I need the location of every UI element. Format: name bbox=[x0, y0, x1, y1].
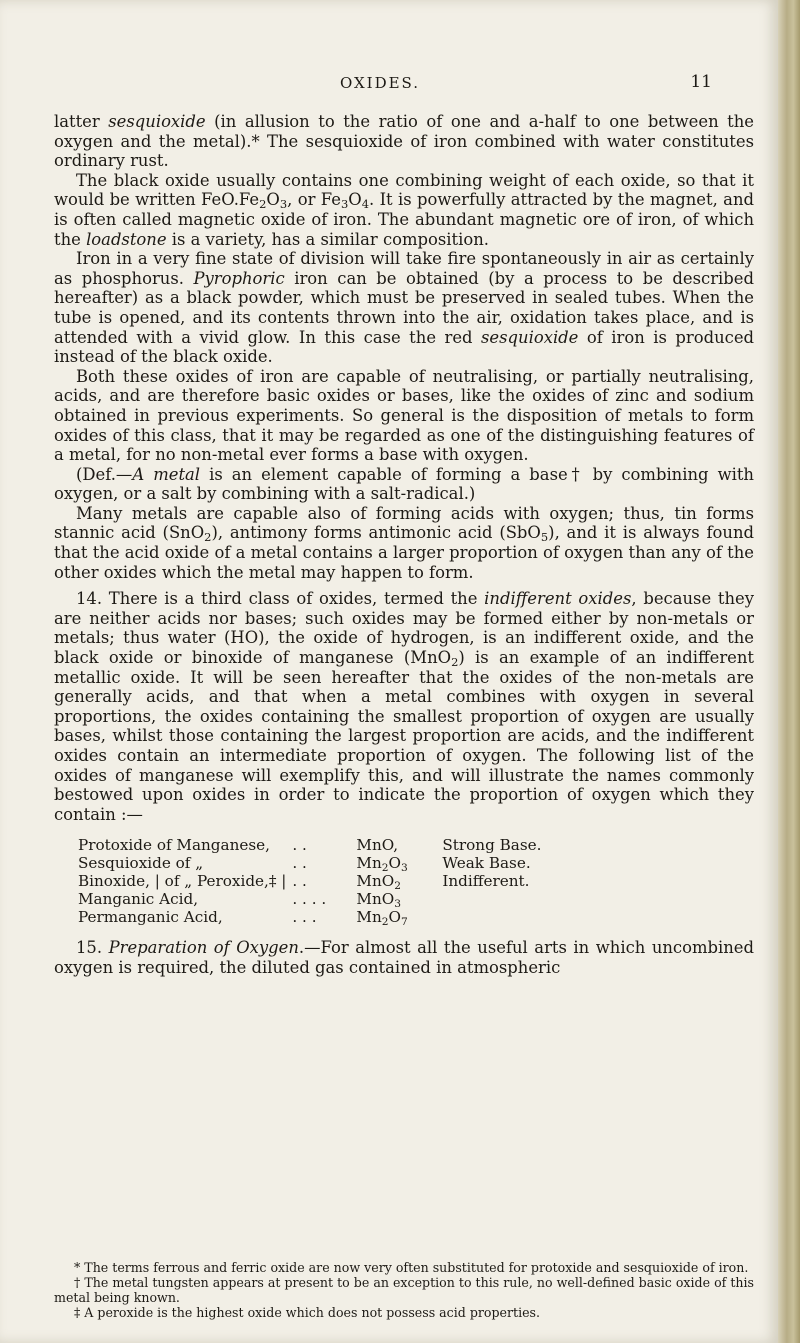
footnotes bbox=[54, 1260, 754, 1320]
footnote: † The metal tungsten appears at present to be an exception to this rule, no well-defined basic oxide of this metal being known. bbox=[54, 1275, 754, 1305]
paragraph: Many metals are capable also of forming acids with oxygen; thus, tin forms stannic acid (SnO$_2$), antimony forms antimonic acid (SbO$_5$), and it is always found that the acid oxide of a metal contains a larger proportion of oxygen than any of the other oxides which the metal may happen to form. bbox=[54, 503, 755, 582]
table-cell-dots: . . . . bbox=[292, 890, 327, 909]
table-cell-formula: MnO$_3$ bbox=[356, 890, 401, 911]
table-cell-property: Strong Base. bbox=[442, 836, 542, 855]
table-row bbox=[78, 836, 547, 854]
body-text bbox=[54, 112, 754, 978]
table-cell-property: Weak Base. bbox=[442, 854, 531, 873]
table-cell-dots: . . bbox=[292, 836, 307, 855]
page-edge bbox=[778, 0, 800, 1343]
paragraph: Iron in a very fine state of division will take fire spontaneously in air as certainly as phosphorus. Pyrophoric iron can be obtained (by a process to be described hereafter) as a black powder, which must be preserved in sealed tubes. When the tube is opened, and its contents thrown into the air, oxidation takes place, and is attended with a vivid glow. In this case the red sesquioxide of iron is produced instead of the black oxide. bbox=[54, 249, 755, 367]
paragraph-section-15: 15. Preparation of Oxygen.—For almost all the useful arts in which uncombined oxygen is required, the diluted gas contained in atmospheric bbox=[54, 938, 754, 977]
table-cell-name: Binoxide, | of „ Peroxide,‡ | bbox=[78, 872, 287, 891]
paragraph: Both these oxides of iron are capable of neutralising, or partially neutralising, acids, and are therefore basic oxides or bases, like the oxides of zinc and sodium obtained in previous experiments. So general is the disposition of metals to form oxides of this class, that it may be regarded as one of the distinguishing features of a metal, for no non-metal ever forms a base with oxygen. bbox=[54, 366, 754, 465]
table-row bbox=[78, 890, 547, 908]
header-title: OXIDES. bbox=[339, 74, 421, 92]
table-cell-formula: $Mn_2O_7$ bbox=[356, 908, 408, 929]
table-cell-name: Protoxide of Manganese, bbox=[78, 836, 270, 855]
footnote: ‡ A peroxide is the highest oxide which does not possess acid properties. bbox=[74, 1305, 541, 1320]
manganese-oxides-table bbox=[78, 836, 547, 929]
paragraph: The black oxide usually contains one combining weight of each oxide, so that it would be written $FeO.Fe_2O_3$, or $Fe_3O_4$. It is powerfully attracted by the magnet, and is often called magnetic oxide of iron. The abundant magnetic ore of iron, of which the loadstone is a variety, has a similar composition. bbox=[54, 170, 755, 249]
table-cell-property: Indifferent. bbox=[442, 872, 530, 891]
table-row bbox=[78, 908, 547, 926]
table-cell-formula: $Mn_2O_3$ bbox=[356, 854, 408, 875]
table-cell-dots: . . bbox=[292, 854, 307, 873]
table-row bbox=[78, 872, 547, 890]
table-row bbox=[78, 854, 547, 872]
table-cell-property bbox=[442, 908, 547, 926]
table-cell-formula: MnO, bbox=[356, 836, 399, 855]
table-cell-name: Sesquioxide of „ bbox=[78, 854, 204, 873]
table-cell-formula: MnO$_2$ bbox=[356, 872, 401, 893]
page-number: 11 bbox=[690, 72, 712, 92]
paragraph-section-14: 14. There is a third class of oxides, termed the indifferent oxides, because they are neither acids nor bases; such oxides may be formed either by non-metals or metals; thus water (HO), the oxide of hydrogen, is an indifferent oxide, and the black oxide or binoxide of manganese (MnO$_2$) is an example of an indifferent metallic oxide. It will be seen hereafter that the oxides of the non-metals are generally acids, and that when a metal combines with oxygen in several proportions, the oxides containing the smallest proportion of oxygen are usually bases, whilst those containing the largest proportion are acids, and the indifferent oxides contain an intermediate proportion of oxygen. The following list of the oxides of manganese will exemplify this, and will illustrate the names commonly bestowed upon oxides in order to indicate the proportion of oxygen which they contain :— bbox=[54, 589, 754, 824]
table-cell-name: Permanganic Acid, bbox=[78, 908, 223, 927]
table-cell-property bbox=[442, 890, 547, 908]
table-cell-dots: . . bbox=[292, 872, 307, 891]
running-header bbox=[0, 74, 760, 92]
paragraph-definition: (Def.—A metal is an element capable of forming a base† by combining with oxygen, or a salt by combining with a salt-radical.) bbox=[54, 464, 754, 504]
table-cell-name: Manganic Acid, bbox=[78, 890, 199, 909]
paragraph: latter sesquioxide (in allusion to the ratio of one and a-half to one between the oxygen and the metal).* The sesquioxide of iron combined with water constitutes ordinary rust. bbox=[54, 112, 755, 171]
table-cell-dots: . . . bbox=[292, 908, 317, 927]
footnote: * The terms ferrous and ferric oxide are now very often substituted for protoxide and sesquioxide of iron. bbox=[74, 1260, 749, 1275]
